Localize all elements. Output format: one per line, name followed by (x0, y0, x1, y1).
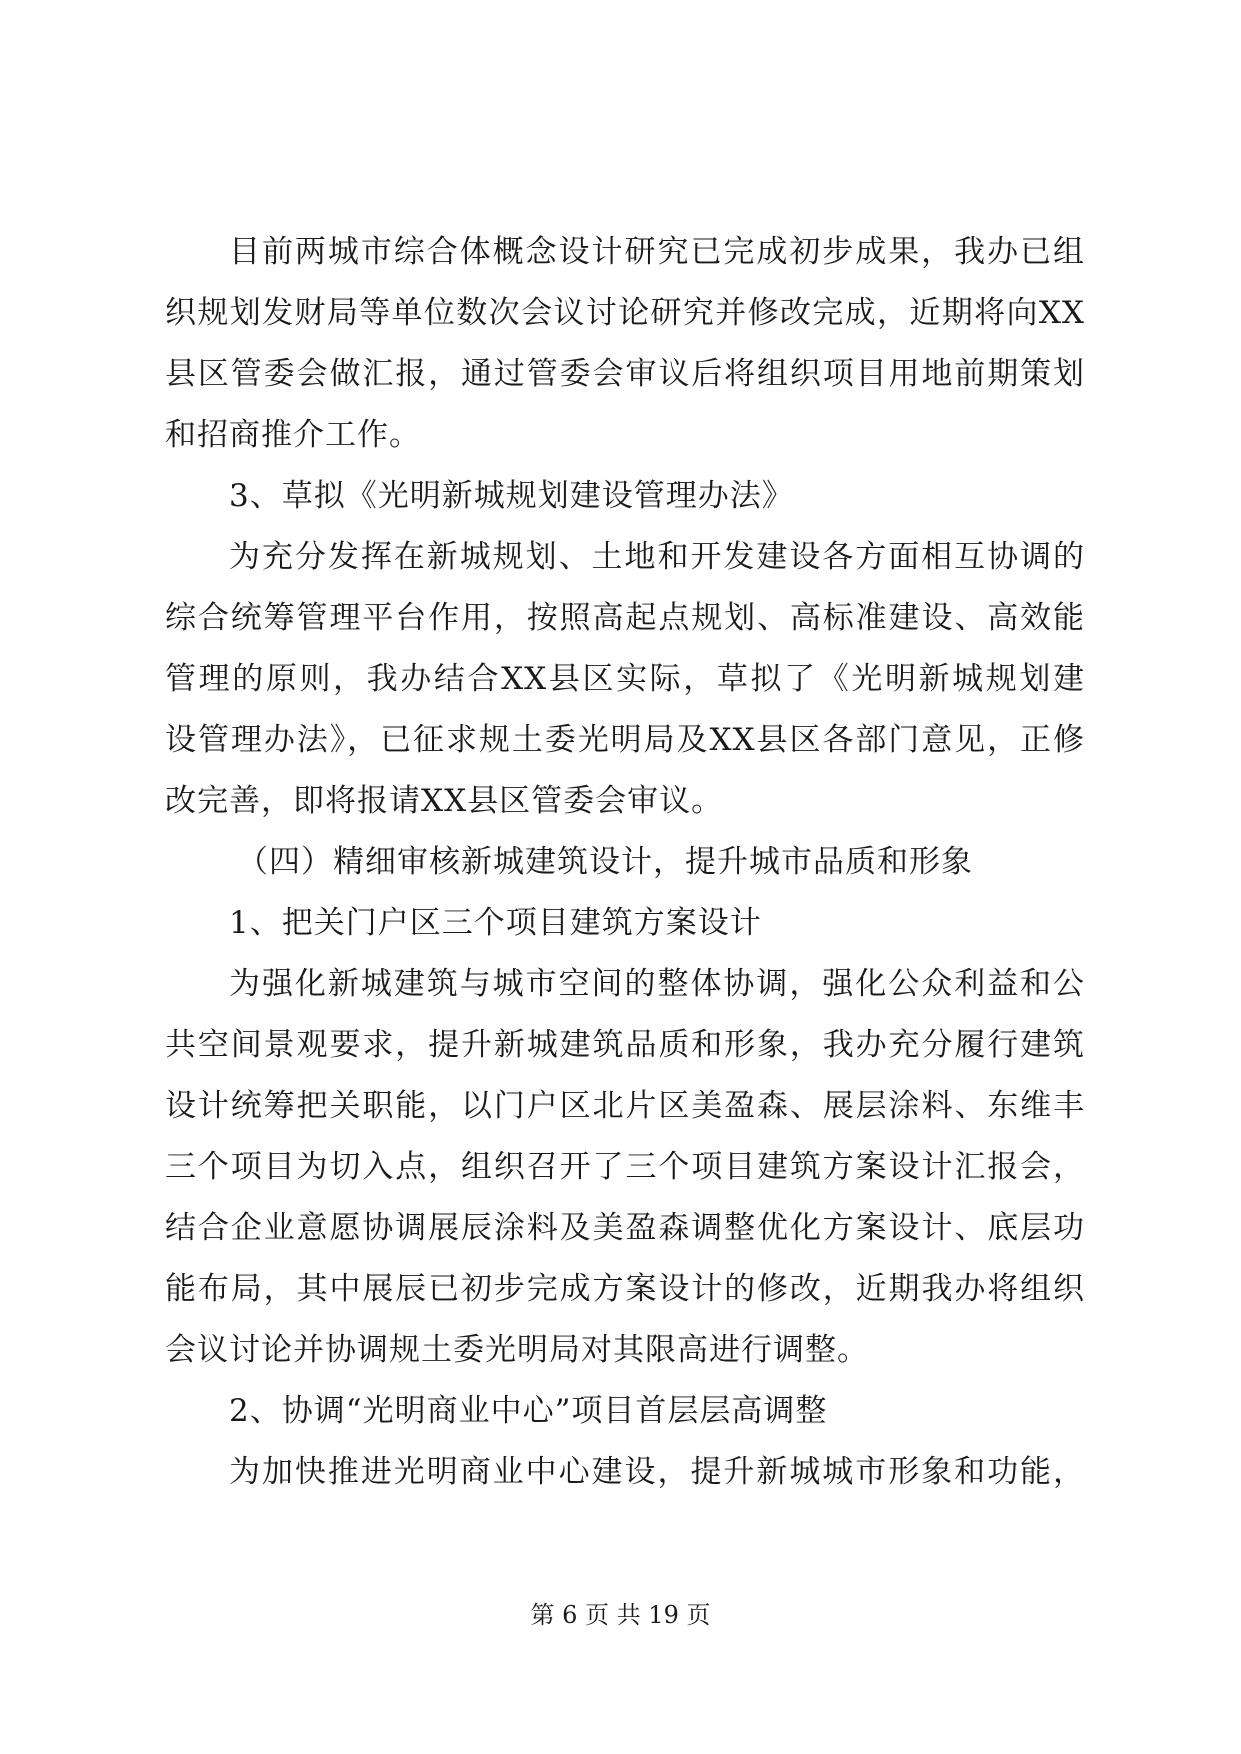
paragraph-line: 三个项目为切入点，组织召开了三个项目建筑方案设计汇报会， (165, 1149, 1085, 1185)
section-heading: 2、协调“光明商业中心”项目首层层高调整 (229, 1393, 828, 1429)
paragraph-line: 会议讨论并协调规土委光明局对其限高进行调整。 (165, 1332, 869, 1368)
paragraph-line: 为充分发挥在新城规划、土地和开发建设各方面相互协调的 (229, 539, 1085, 575)
section-heading: 3、草拟《光明新城规划建设管理办法》 (229, 478, 794, 514)
paragraph-line: 织规划发财局等单位数次会议讨论研究并修改完成，近期将向XX (165, 295, 1085, 331)
paragraph-line: 为强化新城建筑与城市空间的整体协调，强化公众利益和公 (229, 966, 1085, 1002)
paragraph-line: 能布局，其中展辰已初步完成方案设计的修改，近期我办将组织 (165, 1271, 1085, 1307)
paragraph-line: 设计统筹把关职能，以门户区北片区美盈森、展层涂料、东维丰 (165, 1088, 1085, 1124)
paragraph-line: 管理的原则，我办结合XX县区实际，草拟了《光明新城规划建 (165, 661, 1085, 697)
paragraph-line: 结合企业意愿协调展辰涂料及美盈森调整优化方案设计、底层功 (165, 1210, 1085, 1246)
paragraph-line: 设管理办法》，已征求规土委光明局及XX县区各部门意见，正修 (165, 722, 1085, 758)
paragraph-line: 和招商推介工作。 (165, 417, 421, 453)
document-body (165, 222, 1085, 1503)
paragraph-line: 为加快推进光明商业中心建设，提升新城城市形象和功能， (229, 1454, 1085, 1490)
section-heading: （四）精细审核新城建筑设计，提升城市品质和形象 (237, 844, 973, 880)
paragraph-line: 县区管委会做汇报，通过管委会审议后将组织项目用地前期策划 (165, 356, 1085, 392)
paragraph-line: 共空间景观要求，提升新城建筑品质和形象，我办充分履行建筑 (165, 1027, 1085, 1063)
section-heading: 1、把关门户区三个项目建筑方案设计 (229, 905, 762, 941)
paragraph-line: 改完善，即将报请XX县区管委会审议。 (165, 783, 724, 819)
paragraph-line: 综合统筹管理平台作用，按照高起点规划、高标准建设、高效能 (165, 600, 1085, 636)
page-number-footer: 第 6 页 共 19 页 (530, 1601, 711, 1629)
paragraph-line: 目前两城市综合体概念设计研究已完成初步成果，我办已组 (229, 234, 1085, 270)
